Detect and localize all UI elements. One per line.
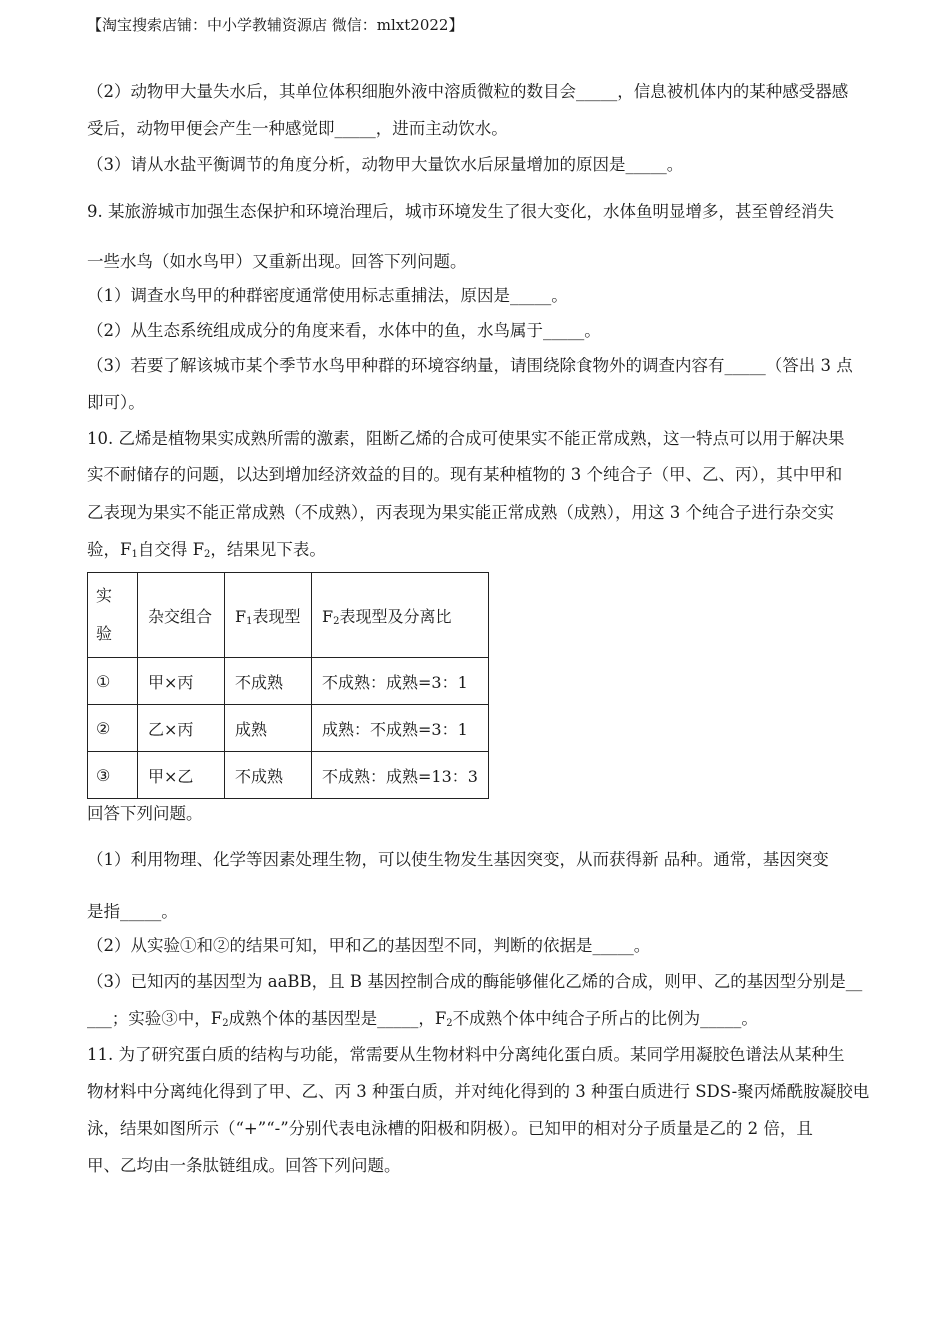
table-header-row <box>88 573 489 658</box>
cell-experiment: ② <box>88 705 138 752</box>
q9-part3-line2: 即可）。 <box>87 393 145 412</box>
cross-results-table <box>87 572 489 799</box>
q10-intro-line2: 实不耐储存的问题，以达到增加经济效益的目的。现有某种植物的 3 个纯合子（甲、乙、丙），其中甲和 <box>87 465 843 484</box>
q10-part1-line2: 是指_____。 <box>87 902 178 921</box>
table-row <box>88 705 489 752</box>
q10-intro-line4: 验，$F_1$自交得 $F_2$，结果见下表。 <box>87 540 326 560</box>
q8-part3: （3）请从水盐平衡调节的角度分析，动物甲大量饮水后尿量增加的原因是_____。 <box>87 155 684 174</box>
table-row <box>88 752 489 799</box>
q9-intro-line2: 一些水鸟（如水鸟甲）又重新出现。回答下列问题。 <box>87 252 467 271</box>
cell-f1: 不成熟 <box>225 752 312 799</box>
cell-experiment: ① <box>88 658 138 705</box>
q11-line4: 甲、乙均由一条肽链组成。回答下列问题。 <box>87 1156 401 1175</box>
cell-cross: 甲×乙 <box>138 752 225 799</box>
q8-part2-line2: 受后，动物甲便会产生一种感觉即_____，进而主动饮水。 <box>87 119 508 138</box>
cell-f2: 成熟：不成熟=3：1 <box>312 705 489 752</box>
q9-part1: （1）调查水鸟甲的种群密度通常使用标志重捕法，原因是_____。 <box>87 286 568 305</box>
q10-part2: （2）从实验①和②的结果可知，甲和乙的基因型不同，判断的依据是_____。 <box>87 936 651 955</box>
cell-f2: 不成熟：成熟=3：1 <box>312 658 489 705</box>
q11-line2: 物材料中分离纯化得到了甲、乙、丙 3 种蛋白质，并对纯化得到的 3 种蛋白质进行 SDS-聚丙烯酰胺凝胶电 <box>87 1082 870 1101</box>
q10-part3-line2: ___；实验③中，$F_2$成熟个体的基因型是_____，$F_2$不成熟个体中纯合子所占的比例为_____。 <box>87 1009 758 1029</box>
cell-f1: 不成熟 <box>225 658 312 705</box>
page-header-banner: 【淘宝搜索店铺：中小学教辅资源店 微信：mlxt2022】 <box>87 16 464 34</box>
header-f2-ratio: $F_2$表现型及分离比 <box>312 573 489 658</box>
header-cross: 杂交组合 <box>138 573 225 658</box>
q10-intro-line1: 10. 乙烯是植物果实成熟所需的激素，阻断乙烯的合成可使果实不能正常成熟，这一特点可以用于解决果 <box>87 429 845 448</box>
cell-cross: 乙×丙 <box>138 705 225 752</box>
cell-f2: 不成熟：成熟=13：3 <box>312 752 489 799</box>
q9-part2: （2）从生态系统组成成分的角度来看，水体中的鱼，水鸟属于_____。 <box>87 321 601 340</box>
header-f1-phenotype: $F_1$表现型 <box>225 573 312 658</box>
q10-after-table: 回答下列问题。 <box>87 804 203 823</box>
q10-part3-line1: （3）已知丙的基因型为 aaBB，且 B 基因控制合成的酶能够催化乙烯的合成，则甲、乙的基因型分别是__ <box>87 972 863 991</box>
q11-line1: 11. 为了研究蛋白质的结构与功能，常需要从生物材料中分离纯化蛋白质。某同学用凝胶色谱法从某种生 <box>87 1045 845 1064</box>
header-experiment: 实 验 <box>88 573 138 658</box>
q10-part1-line1: （1）利用物理、化学等因素处理生物，可以使生物发生基因突变，从而获得新 品种。通常，基因突变 <box>87 850 829 869</box>
table-row <box>88 658 489 705</box>
q9-intro-line1: 9. 某旅游城市加强生态保护和环境治理后，城市环境发生了很大变化，水体鱼明显增多，甚至曾经消失 <box>87 202 834 221</box>
cell-cross: 甲×丙 <box>138 658 225 705</box>
q10-intro-line3: 乙表现为果实不能正常成熟（不成熟），丙表现为果实能正常成熟（成熟），用这 3 个纯合子进行杂交实 <box>87 503 834 522</box>
q9-part3-line1: （3）若要了解该城市某个季节水鸟甲种群的环境容纳量，请围绕除食物外的调查内容有_____（答出 3 点 <box>87 356 853 375</box>
cell-f1: 成熟 <box>225 705 312 752</box>
q11-line3: 泳，结果如图所示（“+”“-”分别代表电泳槽的阳极和阴极）。已知甲的相对分子质量是乙的 2 倍，且 <box>87 1119 813 1138</box>
cell-experiment: ③ <box>88 752 138 799</box>
q8-part2-line1: （2）动物甲大量失水后，其单位体积细胞外液中溶质微粒的数目会_____，信息被机体内的某种感受器感 <box>87 82 849 101</box>
